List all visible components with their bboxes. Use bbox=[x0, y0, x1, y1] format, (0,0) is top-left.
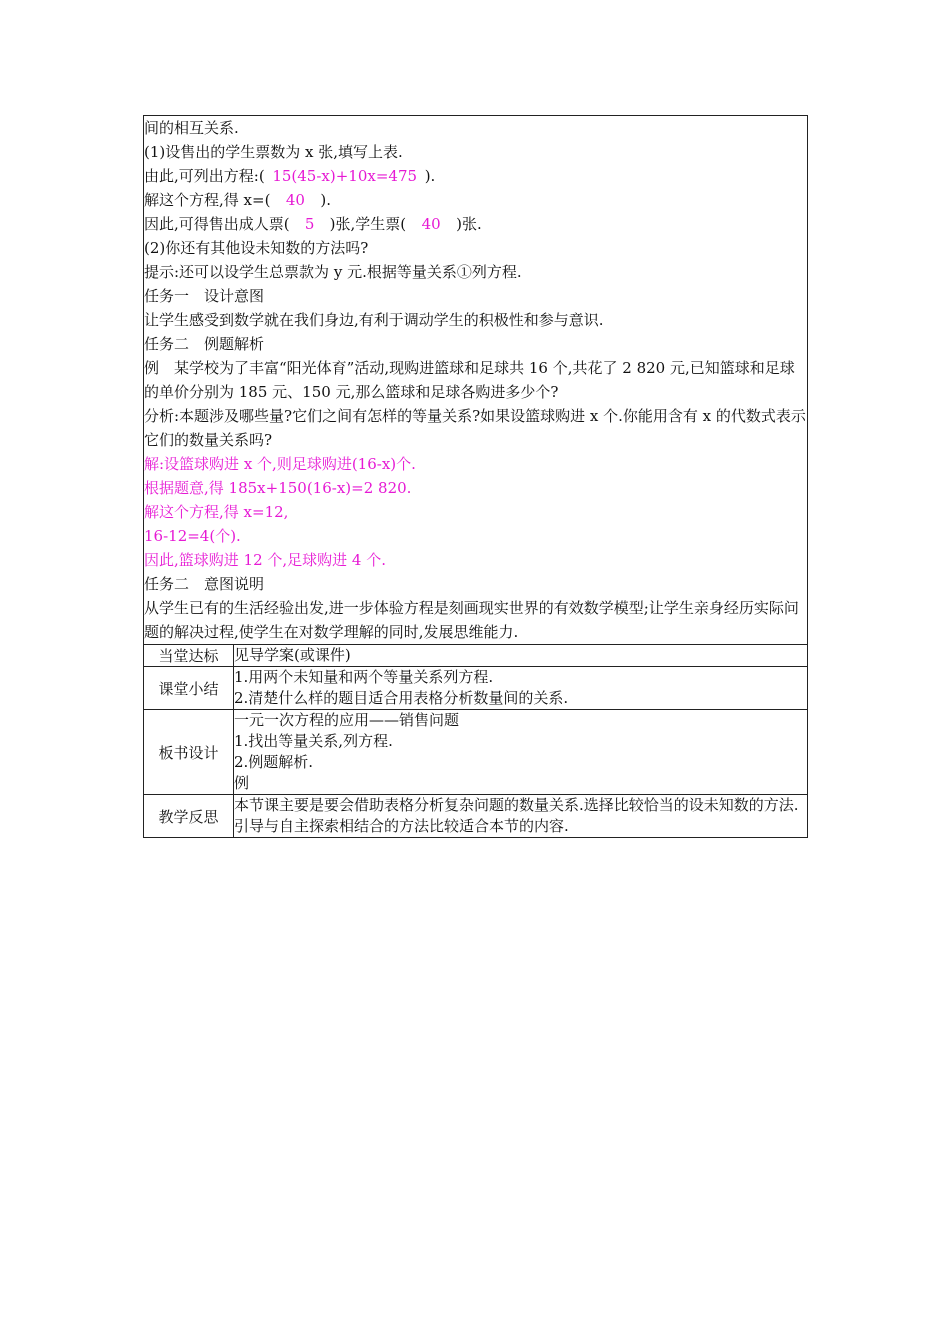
analysis-text: 分析:本题涉及哪些量?它们之间有怎样的等量关系?如果设篮球购进 x 个.你能用含有 x 的代数式表示它们的数量关系吗? bbox=[144, 407, 806, 449]
board-item: 一元一次方程的应用——销售问题 bbox=[234, 711, 460, 729]
equation-suffix: ). bbox=[424, 167, 436, 185]
task2b-text: 从学生已有的生活经验出发,进一步体验方程是刻画现实世界的有效数学模型;让学生亲身经历实际问题的解决过程,使学生在对数学理解的同时,发展思维能力. bbox=[144, 599, 799, 641]
solution-line: 解这个方程,得 x=12, bbox=[144, 503, 289, 521]
board-label: 板书设计 bbox=[144, 710, 234, 795]
lesson-table bbox=[143, 115, 808, 838]
result-mid: )张,学生票( bbox=[329, 215, 407, 233]
hint-text: 提示:还可以设学生总票款为 y 元.根据等量关系①列方程. bbox=[144, 263, 522, 281]
main-content-cell bbox=[144, 116, 808, 645]
solve-prefix: 解这个方程,得 x=( bbox=[144, 191, 271, 209]
equation-answer: 15(45-x)+10x=475 bbox=[272, 167, 418, 185]
text-line: (1)设售出的学生票数为 x 张,填写上表. bbox=[144, 143, 403, 161]
solution-line: 16-12=4(个). bbox=[144, 527, 241, 545]
board-item: 1.找出等量关系,列方程. bbox=[234, 732, 393, 750]
result-suffix: )张. bbox=[456, 215, 482, 233]
practice-content bbox=[234, 645, 808, 667]
reflection-row bbox=[144, 795, 808, 838]
task1-title: 任务一 设计意图 bbox=[144, 287, 265, 305]
practice-label: 当堂达标 bbox=[144, 645, 234, 667]
reflection-label: 教学反思 bbox=[144, 795, 234, 838]
task1-text: 让学生感受到数学就在我们身边,有利于调动学生的积极性和参与意识. bbox=[144, 311, 604, 329]
practice-row bbox=[144, 645, 808, 667]
task2-title: 任务二 例题解析 bbox=[144, 335, 265, 353]
board-row bbox=[144, 710, 808, 795]
task2b-title: 任务二 意图说明 bbox=[144, 575, 265, 593]
text-line: 间的相互关系. bbox=[144, 119, 239, 137]
reflection-content bbox=[234, 795, 808, 838]
question-2: (2)你还有其他设未知数的方法吗? bbox=[144, 239, 369, 257]
board-item: 例 bbox=[234, 774, 250, 792]
result-line bbox=[144, 212, 807, 236]
solve-suffix: ). bbox=[320, 191, 332, 209]
summary-item: 1.用两个未知量和两个等量关系列方程. bbox=[234, 668, 494, 686]
result-prefix: 因此,可得售出成人票( bbox=[144, 215, 290, 233]
summary-label: 课堂小结 bbox=[144, 667, 234, 710]
solution-line: 解:设篮球购进 x 个,则足球购进(16-x)个. bbox=[144, 455, 416, 473]
board-content bbox=[234, 710, 808, 795]
solve-answer: 40 bbox=[285, 191, 305, 209]
student-ticket-answer: 40 bbox=[421, 215, 441, 233]
summary-row bbox=[144, 667, 808, 710]
equation-prefix: 由此,可列出方程:( bbox=[144, 167, 265, 185]
main-content-row bbox=[144, 116, 808, 645]
summary-item: 2.清楚什么样的题目适合用表格分析数量间的关系. bbox=[234, 689, 569, 707]
adult-ticket-answer: 5 bbox=[304, 215, 315, 233]
solve-line bbox=[144, 188, 807, 212]
summary-content bbox=[234, 667, 808, 710]
solution-line: 根据题意,得 185x+150(16-x)=2 820. bbox=[144, 479, 412, 497]
board-item: 2.例题解析. bbox=[234, 753, 314, 771]
lesson-page bbox=[143, 115, 807, 838]
example-problem: 例 某学校为了丰富“阳光体育”活动,现购进篮球和足球共 16 个,共花了 2 820 元,已知篮球和足球的单价分别为 185 元、150 元,那么篮球和足球各购进多少个? bbox=[144, 359, 795, 401]
reflection-text: 本节课主要是要会借助表格分析复杂问题的数量关系.选择比较恰当的设未知数的方法.引导与自主探索相结合的方法比较适合本节的内容. bbox=[234, 796, 799, 835]
practice-text: 见导学案(或课件) bbox=[234, 646, 351, 664]
solution-line: 因此,篮球购进 12 个,足球购进 4 个. bbox=[144, 551, 387, 569]
equation-line bbox=[144, 164, 807, 188]
